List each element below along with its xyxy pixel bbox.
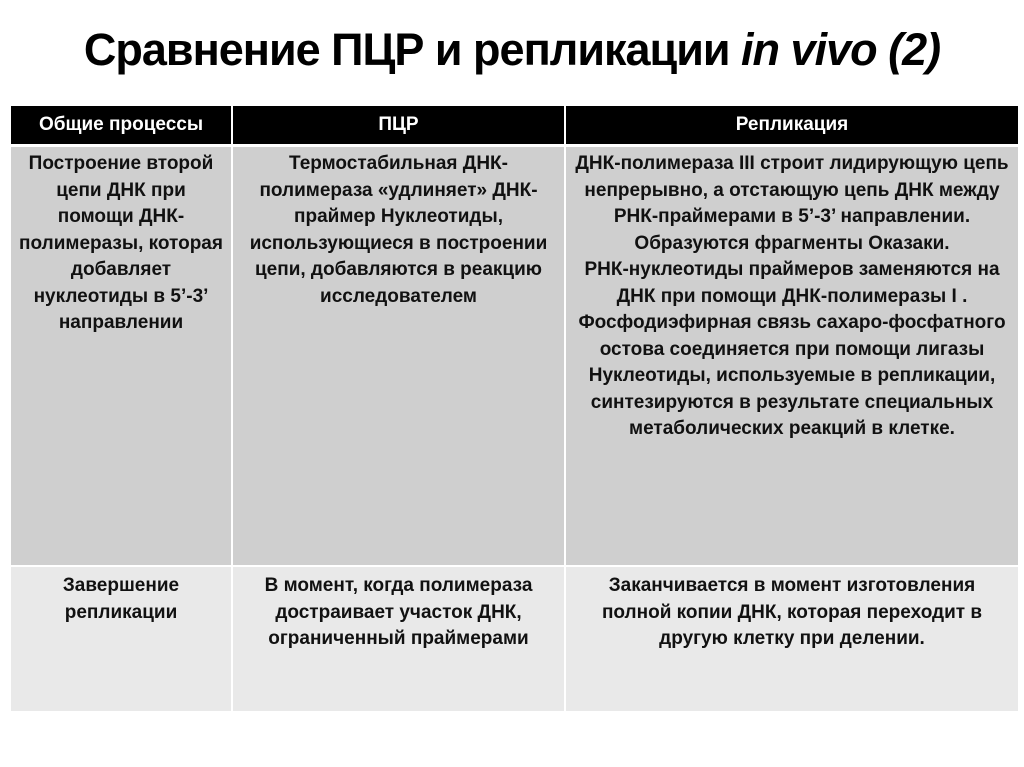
cell-pcr-synthesis: Термостабильная ДНК-полимераза «удлиняет» ДНК-праймер Нуклеотиды, использующиеся в построении цепи, добавляются в реакцию исследователем: [232, 146, 565, 567]
cell-process-synthesis: Построение второй цепи ДНК при помощи ДНК-полимеразы, которая добавляет нуклеотиды в 5’-3’ направлении: [11, 146, 232, 567]
slide-title-main: Сравнение ПЦР и репликации: [83, 24, 742, 75]
cell-pcr-termination: В момент, когда полимераза достраивает участок ДНК, ограниченный праймерами: [232, 566, 565, 712]
replication-line: Образуются фрагменты Оказаки.: [634, 232, 950, 254]
slide-title-italic: in vivo (2): [741, 24, 941, 75]
replication-line: Заканчивается в момент изготовления полной копии ДНК, которая переходит в другую клетку при делении.: [601, 575, 983, 649]
comparison-table: [11, 106, 1018, 713]
header-processes: Общие процессы: [11, 106, 232, 146]
replication-line: Фосфодиэфирная связь сахаро-фосфатного остова соединяется при помощи лигазы: [578, 312, 1006, 360]
slide-title: [0, 22, 1024, 78]
header-replication: Репликация: [565, 106, 1018, 146]
replication-line: Нуклеотиды, используемые в репликации, синтезируются в результате специальных метаболических реакций в клетке.: [588, 365, 996, 439]
table-row: [11, 146, 1018, 567]
cell-replication-termination: [565, 566, 1018, 712]
cell-process-termination: Завершение репликации: [11, 566, 232, 712]
replication-line: ДНК-полимераза III строит лидирующую цепь непрерывно, а отстающую цепь ДНК между РНК-праймерами в 5’-3’ направлении.: [575, 153, 1009, 227]
header-pcr: ПЦР: [232, 106, 565, 146]
cell-replication-synthesis: [565, 146, 1018, 567]
table-row: [11, 566, 1018, 712]
table-header-row: [11, 106, 1018, 146]
replication-line: РНК-нуклеотиды праймеров заменяются на ДНК при помощи ДНК-полимеразы I .: [584, 259, 1000, 307]
